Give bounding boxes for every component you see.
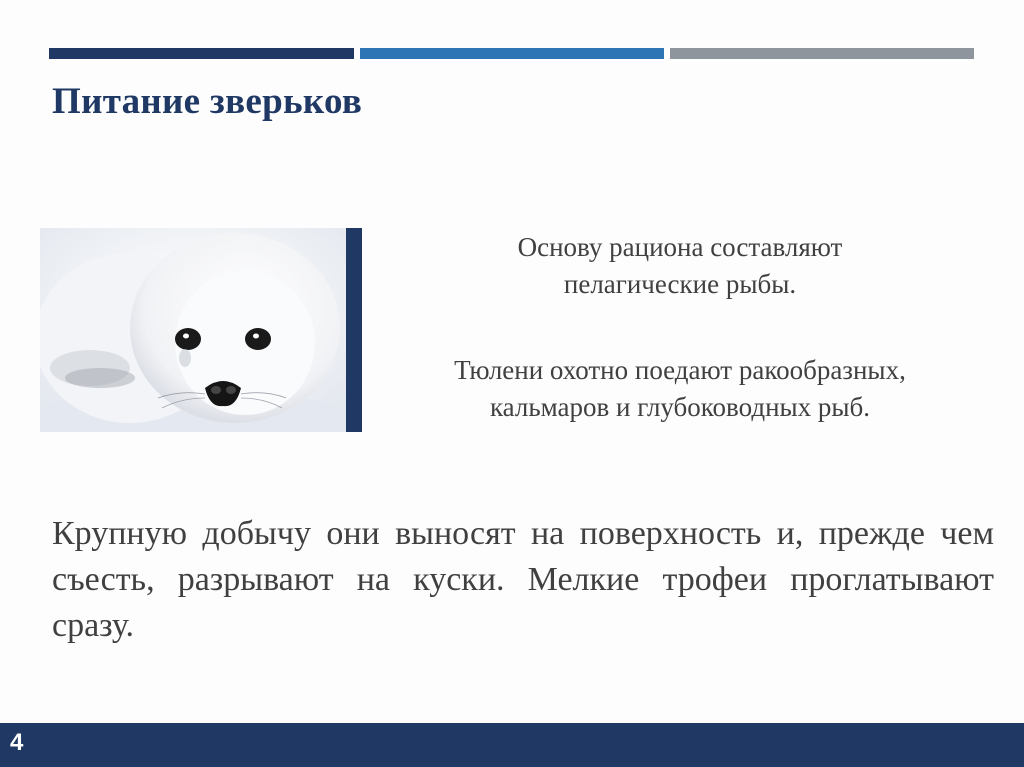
text-line: Основу рациона составляют: [517, 232, 843, 262]
prey-text-block: [370, 352, 990, 426]
slide-title: Питание зверьков: [52, 81, 363, 122]
diet-text-block: [370, 229, 990, 303]
accent-bar-dark: [49, 48, 354, 59]
header-accent-bars: [49, 48, 974, 59]
footer-bar: [0, 723, 1024, 767]
seal-pup-photo: [40, 228, 346, 432]
body-paragraph: Крупную добычу они выносят на поверхность и, прежде чем съесть, разрывают на куски. Мелкие трофеи проглатывают сразу.: [52, 515, 994, 644]
harp-seal-pup-icon: [40, 228, 346, 432]
accent-bar-blue: [360, 48, 664, 59]
accent-bar-gray: [670, 48, 974, 59]
photo-accent-stripe: [346, 228, 362, 432]
slide-number: 4: [10, 729, 24, 756]
text-line: пелагические рыбы.: [563, 269, 797, 299]
text-line: Тюлени охотно поедают ракообразных,: [454, 355, 906, 385]
text-line: кальмаров и глубоководных рыб.: [489, 392, 871, 422]
